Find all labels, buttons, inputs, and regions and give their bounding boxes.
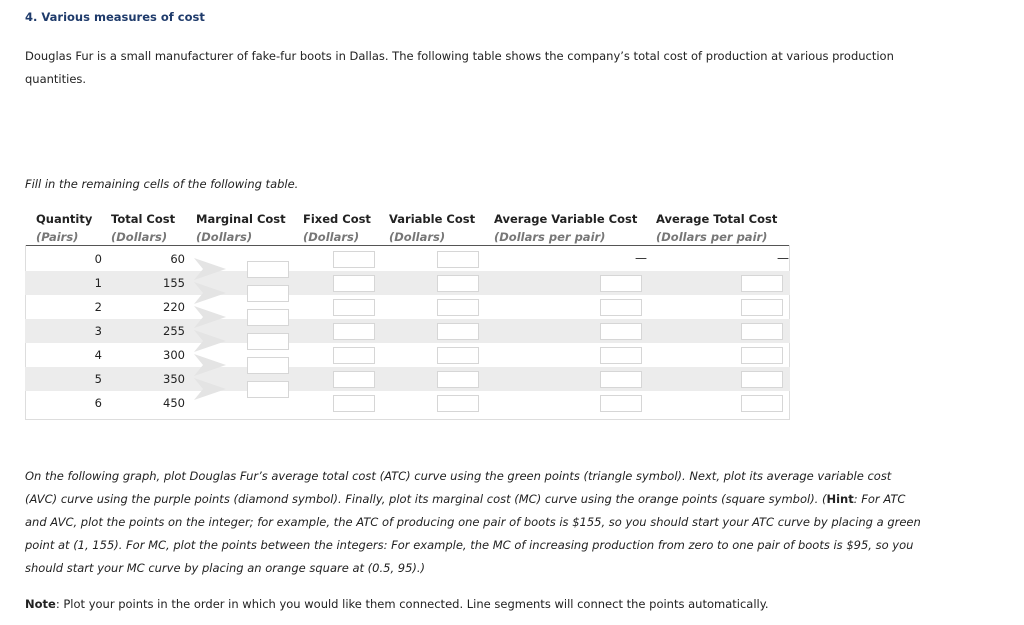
- quantity-cell: 6: [94, 396, 102, 410]
- variable-cost-input[interactable]: [437, 347, 479, 364]
- cost-table: [25, 207, 790, 420]
- table-row: [25, 391, 790, 415]
- fixed-cost-input[interactable]: [333, 275, 375, 292]
- quantity-cell: 1: [94, 276, 102, 290]
- table-row: [25, 271, 790, 295]
- hint-label: Hint: [826, 492, 854, 506]
- fixed-cost-input[interactable]: [333, 299, 375, 316]
- quantity-cell: 5: [94, 372, 102, 386]
- chevron-right-icon: [194, 305, 228, 329]
- average-total-cost-input[interactable]: [741, 275, 783, 292]
- table-row: [25, 247, 790, 271]
- total-cost-cell: 255: [163, 324, 185, 338]
- chevron-right-icon: [194, 281, 228, 305]
- average-variable-cost-input[interactable]: [600, 371, 642, 388]
- table-header: [25, 207, 790, 246]
- average-total-cost-input[interactable]: [741, 299, 783, 316]
- average-total-cost-input[interactable]: [741, 347, 783, 364]
- average-variable-cost-input[interactable]: [600, 347, 642, 364]
- table-row: [25, 367, 790, 391]
- fixed-cost-input[interactable]: [333, 395, 375, 412]
- header-marginal-cost: Marginal Cost (Dollars): [196, 212, 286, 244]
- fixed-cost-input[interactable]: [333, 323, 375, 340]
- total-cost-cell: 60: [170, 252, 185, 266]
- chevron-right-icon: [194, 377, 228, 401]
- chevron-right-icon: [194, 329, 228, 353]
- table-row: [25, 319, 790, 343]
- variable-cost-input[interactable]: [437, 323, 479, 340]
- total-cost-cell: 300: [163, 348, 185, 362]
- marginal-cost-input[interactable]: [247, 381, 289, 398]
- average-total-cost-input[interactable]: [741, 323, 783, 340]
- note-label: Note: [25, 597, 56, 611]
- total-cost-cell: 220: [163, 300, 185, 314]
- quantity-cell: 0: [94, 252, 102, 266]
- average-variable-cost-input[interactable]: [600, 299, 642, 316]
- variable-cost-input[interactable]: [437, 275, 479, 292]
- section-heading: 4. Various measures of cost: [25, 10, 205, 24]
- table-row: [25, 343, 790, 367]
- fixed-cost-input[interactable]: [333, 251, 375, 268]
- marginal-cost-input[interactable]: [247, 261, 289, 278]
- quantity-cell: 2: [94, 300, 102, 314]
- atc-not-applicable: —: [777, 251, 789, 265]
- chevron-right-icon: [194, 353, 228, 377]
- table-row: [25, 295, 790, 319]
- average-variable-cost-input[interactable]: [600, 323, 642, 340]
- variable-cost-input[interactable]: [437, 371, 479, 388]
- header-total-cost: Total Cost (Dollars): [111, 212, 176, 244]
- total-cost-cell: 350: [163, 372, 185, 386]
- marginal-cost-input[interactable]: [247, 285, 289, 302]
- header-average-variable-cost: Average Variable Cost (Dollars per pair): [494, 212, 638, 244]
- note-paragraph: Note: Plot your points in the order in which you would like them connected. Line segments will connect the points automatically.: [25, 597, 769, 611]
- quantity-cell: 4: [94, 348, 102, 362]
- average-total-cost-input[interactable]: [741, 395, 783, 412]
- average-total-cost-input[interactable]: [741, 371, 783, 388]
- fixed-cost-input[interactable]: [333, 371, 375, 388]
- table-instruction: Fill in the remaining cells of the following table.: [25, 177, 299, 191]
- fixed-cost-input[interactable]: [333, 347, 375, 364]
- header-average-total-cost: Average Total Cost (Dollars per pair): [656, 212, 778, 244]
- avc-not-applicable: —: [635, 251, 647, 265]
- chevron-right-icon: [194, 257, 228, 281]
- variable-cost-input[interactable]: [437, 251, 479, 268]
- variable-cost-input[interactable]: [437, 299, 479, 316]
- quantity-cell: 3: [94, 324, 102, 338]
- graph-instructions: On the following graph, plot Douglas Fur’s average total cost (ATC) curve using the green points (triangle symbol). Next, plot its average variable cost (AVC) curve using the purple points (diamond symbol). Finally, plot its marginal cost (MC) curve using the orange points (square symbol). (Hint: For ATC and AVC, plot the points on the integer; for example, the ATC of producing one pair of boots is $155, so you should start your ATC curve by placing a green point at (1, 155). For MC, plot the points between the integers: For example, the MC of increasing production from zero to one pair of boots is $95, so you should start your MC curve by placing an orange square at (0.5, 95).): [25, 469, 921, 575]
- variable-cost-input[interactable]: [437, 395, 479, 412]
- header-quantity: Quantity (Pairs): [36, 212, 93, 244]
- header-variable-cost: Variable Cost (Dollars): [389, 212, 476, 244]
- total-cost-cell: 450: [163, 396, 185, 410]
- total-cost-cell: 155: [163, 276, 185, 290]
- marginal-cost-input[interactable]: [247, 357, 289, 374]
- marginal-cost-input[interactable]: [247, 309, 289, 326]
- average-variable-cost-input[interactable]: [600, 275, 642, 292]
- header-fixed-cost: Fixed Cost (Dollars): [303, 212, 371, 244]
- marginal-cost-input[interactable]: [247, 333, 289, 350]
- intro-paragraph: Douglas Fur is a small manufacturer of fake-fur boots in Dallas. The following table shows the company’s total cost of production at various production quantities.: [25, 49, 894, 86]
- average-variable-cost-input[interactable]: [600, 395, 642, 412]
